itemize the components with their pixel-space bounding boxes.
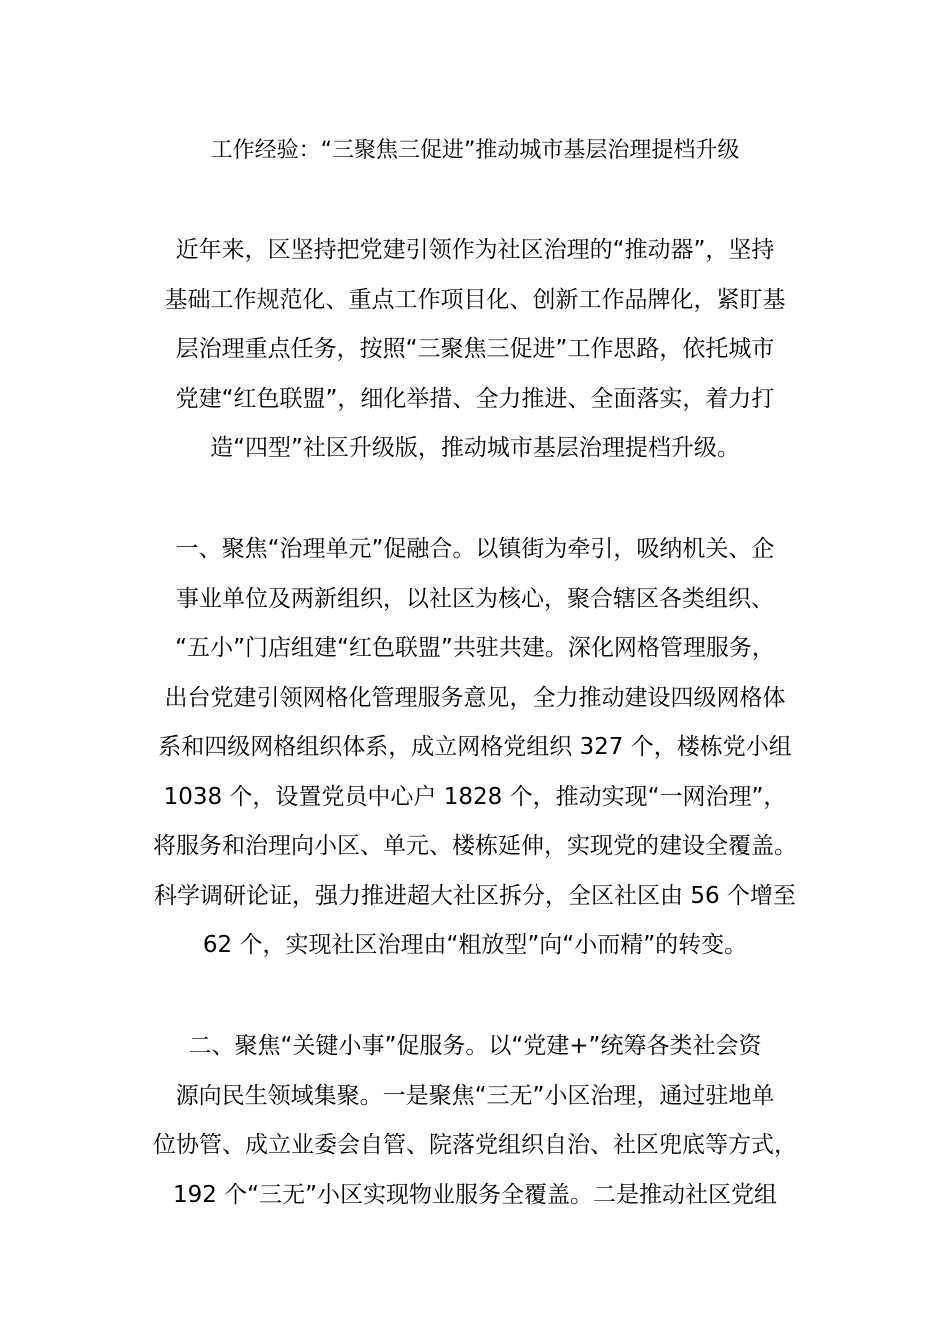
text-line: 二、聚焦“关键小事”促服务。以“党建+”统筹各类社会资 [188, 1033, 762, 1059]
text-line: 出台党建引领网格化管理服务意见，全力推动建设四级网格体 [164, 684, 786, 711]
text-line: 事业单位及两新组织，以社区为核心，聚合辖区各类组织、 [176, 585, 774, 612]
text-line: 基础工作规范化、重点工作项目化、创新工作品牌化，紧盯基 [164, 286, 786, 313]
text-line: 1038 个，设置党员中心户 1828 个，推动实现“一网治理”， [163, 783, 787, 810]
text-line: 62 个，实现社区治理由“粗放型”向“小而精”的转变。 [202, 932, 748, 958]
paragraph-intro [0, 226, 950, 474]
text-line: 位协管、成立业委会自管、院落党组织自治、社区兜底等方式， [153, 1132, 797, 1158]
text-line: 层治理重点任务，按照“三聚焦三促进”工作思路，依托城市 [175, 336, 775, 362]
text-line: 源向民生领域集聚。一是聚焦“三无”小区治理，通过驻地单 [175, 1082, 775, 1109]
text-line: “五小”门店组建“红色联盟”共驻共建。深化网格管理服务， [175, 635, 775, 661]
text-line: 192 个“三无”小区实现物业服务全覆盖。二是推动社区党组 [172, 1181, 778, 1208]
paragraph-section-two [0, 1022, 950, 1220]
text-line: 系和四级网格组织体系，成立网格党组织 327 个，楼栋党小组 [158, 734, 792, 760]
text-line: 造“四型”社区升级版，推动城市基层治理提档升级。 [210, 435, 740, 461]
text-line: 一、聚焦“治理单元”促融合。以镇街为牵引，吸纳机关、企 [175, 536, 775, 562]
text-line: 科学调研论证，强力推进超大社区拆分，全区社区由 56 个增至 [154, 882, 796, 909]
document-title: 工作经验：“三聚焦三促进”推动城市基层治理提档升级 [210, 138, 740, 163]
paragraph-section-one [0, 525, 950, 971]
text-line: 近年来，区坚持把党建引领作为社区治理的“推动器”，坚持 [175, 237, 775, 263]
text-line: 党建“红色联盟”，细化举措、全力推进、全面落实，着力打 [175, 385, 775, 412]
text-line: 将服务和治理向小区、单元、楼栋延伸，实现党的建设全覆盖。 [153, 833, 797, 859]
